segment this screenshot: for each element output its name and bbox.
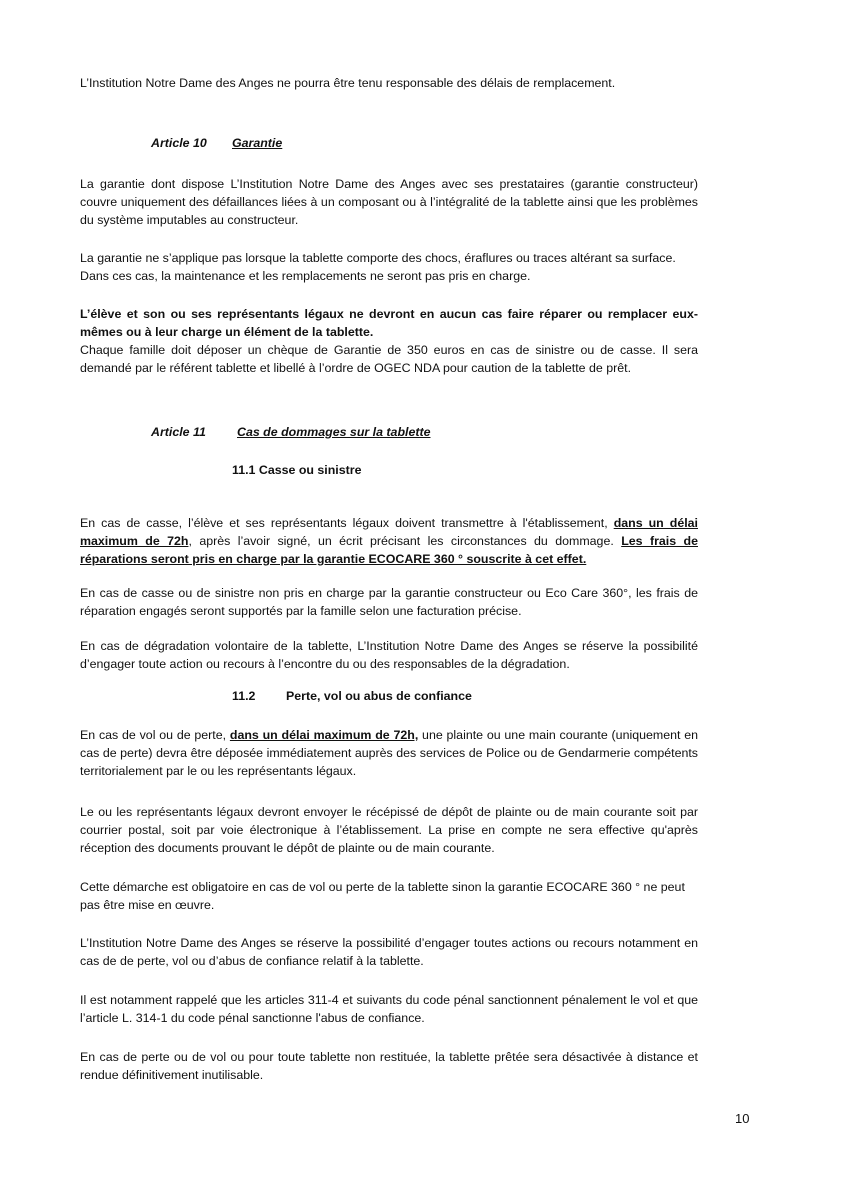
damage-text-1: En cas de casse, l’élève et ses représentants légaux doivent transmettre à l'établissement, — [80, 516, 614, 530]
intro-paragraph: L’Institution Notre Dame des Anges ne pourra être tenu responsable des délais de remplacement. — [80, 76, 616, 90]
theft-text-2: une plainte ou une main courante (uniquement en cas de perte) devra être déposée immédiatement auprès des services de Police ou de Gendarmerie compétents territorialement par le ou les représentants légaux. — [80, 728, 699, 778]
damage-paragraph-3: En cas de dégradation volontaire de la tablette, L’Institution Notre Dame des Anges se réserve la possibilité d’engager toute action ou recours à l’encontre du ou des responsables de la dégradation. — [80, 639, 698, 671]
repair-prohibition-text: L’élève et son ou ses représentants légaux ne devront en aucun cas faire réparer ou remplacer eux-mêmes ou à leur charge un élément de la tablette. — [80, 307, 698, 339]
damage-paragraph-2: En cas de casse ou de sinistre non pris en charge par la garantie constructeur ou Eco Care 360°, les frais de réparation engagés seront supportés par la famille selon une facturation précise. — [80, 586, 698, 618]
damage-text-2: , après l’avoir signé, un écrit précisant les circonstances du dommage. — [188, 534, 622, 548]
deposit-cheque-text: Chaque famille doit déposer un chèque de Garantie de 350 euros en cas de sinistre ou de casse. Il sera demandé par le référent tablette et libellé à l’ordre de OGEC NDA pour caution de la tablette de prêt. — [80, 343, 698, 375]
guarantee-paragraph-1: La garantie dont dispose L’Institution Notre Dame des Anges avec ses prestataires (garantie constructeur) couvre uniquement des défaillances liées à un composant ou à l’intégralité de la tablette ainsi que les problèmes du système imputables au constructeur. — [80, 177, 698, 227]
article-10-title: Garantie — [232, 136, 283, 150]
guarantee-paragraph-2 — [80, 249, 698, 285]
guarantee-paragraph-2-line-2: Dans ces cas, la maintenance et les remplacements ne seront pas pris en charge. — [80, 269, 531, 283]
damage-paragraph-1 — [80, 514, 698, 568]
section-11-1-heading: 11.1 Casse ou sinistre — [232, 463, 362, 477]
theft-paragraph-2: Le ou les représentants légaux devront envoyer le récépissé de dépôt de plainte ou de main courante soit par courrier postal, soit par voie électronique à l’établissement. La prise en compte ne sera effective qu'après réception des documents prouvant le dépôt de plainte ou de main courante. — [80, 805, 698, 855]
theft-paragraph-4: L’Institution Notre Dame des Anges se réserve la possibilité d’engager toutes actions ou recours notamment en cas de de perte, vol ou d’abus de confiance relatif à la tablette. — [80, 936, 698, 968]
ecocare-coverage-emphasis: Les frais de réparations seront pris en charge par la garantie ECOCARE 360 ° souscrite à cet effet. — [80, 534, 698, 566]
theft-text-1: En cas de vol ou de perte, — [80, 728, 230, 742]
delay-72h-emphasis: dans un délai maximum de 72h — [80, 516, 698, 548]
section-11-2-title: Perte, vol ou abus de confiance — [286, 689, 472, 703]
theft-paragraph-3: Cette démarche est obligatoire en cas de vol ou perte de la tablette sinon la garantie ECOCARE 360 ° ne peut pas être mise en œuvre. — [80, 880, 685, 912]
article-11-number: Article 11 — [151, 425, 206, 439]
article-11-title: Cas de dommages sur la tablette — [237, 425, 431, 439]
guarantee-paragraph-3 — [80, 305, 698, 377]
section-11-2-number: 11.2 — [232, 689, 256, 703]
page-number: 10 — [735, 1111, 750, 1126]
theft-paragraph-1 — [80, 726, 698, 780]
theft-paragraph-5: Il est notamment rappelé que les articles 311-4 et suivants du code pénal sanctionnent pénalement le vol et que l’article L. 314-1 du code pénal sanctionne l'abus de confiance. — [80, 993, 698, 1025]
theft-delay-emphasis: dans un délai maximum de 72h, — [229, 728, 419, 742]
guarantee-paragraph-2-line-1: La garantie ne s’applique pas lorsque la tablette comporte des chocs, éraflures ou traces altérant sa surface. — [80, 251, 676, 265]
article-10-number: Article 10 — [151, 136, 207, 150]
theft-paragraph-6: En cas de perte ou de vol ou pour toute tablette non restituée, la tablette prêtée sera désactivée à distance et rendue définitivement inutilisable. — [80, 1050, 698, 1082]
